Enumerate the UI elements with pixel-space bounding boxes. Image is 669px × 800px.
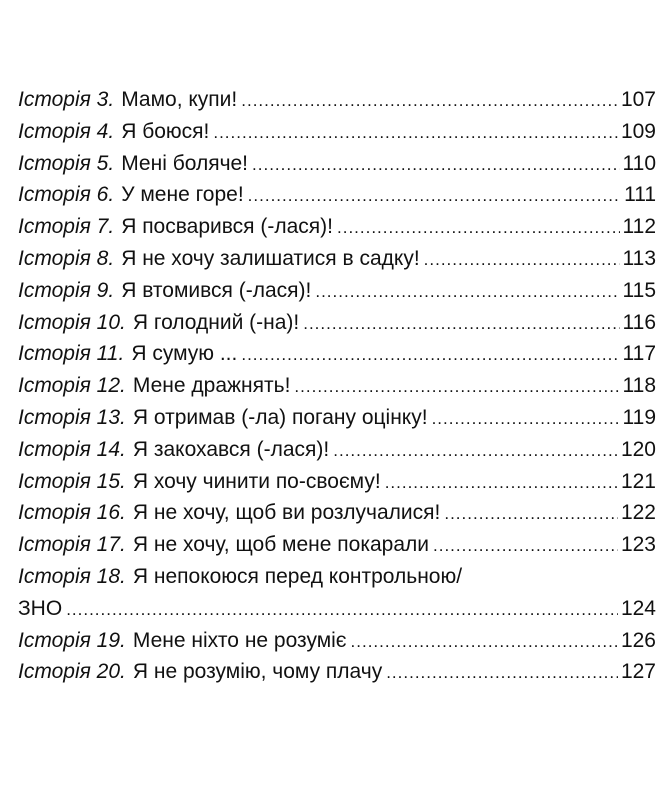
- table-of-contents: [18, 84, 656, 688]
- toc-entry-18-continued[interactable]: [18, 593, 656, 625]
- dot-leader: [315, 276, 619, 307]
- toc-entry-20[interactable]: [18, 656, 656, 688]
- toc-entry-page: 115: [622, 278, 656, 302]
- dot-leader: [444, 498, 618, 529]
- toc-entry-title: Я посварився (-лася)!: [121, 215, 333, 239]
- toc-entry-page: 126: [620, 628, 656, 652]
- toc-entry-title-continued: ЗНО: [18, 596, 63, 620]
- toc-entry-page: 120: [620, 437, 656, 461]
- toc-entry-13[interactable]: [18, 402, 656, 434]
- toc-entry-15[interactable]: [18, 466, 656, 498]
- toc-entry-page: 127: [620, 660, 656, 684]
- toc-entry-title: Я не розумію, чому плачу: [132, 660, 383, 684]
- toc-entry-label: Історія 20.: [18, 660, 126, 684]
- toc-entry-18[interactable]: [18, 561, 656, 593]
- toc-entry-3[interactable]: [18, 84, 656, 116]
- toc-entry-17[interactable]: [18, 529, 656, 561]
- toc-entry-page: 110: [622, 151, 656, 175]
- toc-entry-title: Мене ніхто не розуміє: [132, 628, 347, 652]
- toc-entry-label: Історія 18.: [18, 564, 126, 588]
- toc-entry-label: Історія 15.: [18, 469, 126, 493]
- toc-entry-label: Історія 10.: [18, 310, 126, 334]
- toc-entry-label: Історія 9.: [18, 278, 115, 302]
- dot-leader: [213, 117, 618, 148]
- toc-entry-label: Історія 11.: [18, 342, 125, 366]
- toc-entry-11[interactable]: [18, 338, 656, 370]
- dot-leader: [333, 435, 618, 466]
- toc-entry-page: 123: [620, 533, 656, 557]
- toc-entry-label: Історія 6.: [18, 183, 115, 207]
- toc-entry-title: Я голодний (-на)!: [132, 310, 300, 334]
- dot-leader: [241, 339, 619, 370]
- toc-entry-14[interactable]: [18, 434, 656, 466]
- toc-entry-10[interactable]: [18, 307, 656, 339]
- dot-leader: [351, 626, 618, 657]
- toc-entry-title: Я отримав (-ла) погану оцінку!: [132, 405, 428, 429]
- toc-entry-page: 117: [622, 342, 656, 366]
- toc-entry-9[interactable]: [18, 275, 656, 307]
- toc-entry-page: 111: [624, 183, 656, 207]
- toc-entry-title: Мамо, купи!: [121, 88, 238, 111]
- toc-entry-label: Історія 19.: [18, 628, 126, 652]
- toc-entry-label: Історія 17.: [18, 533, 126, 557]
- toc-entry-label: Історія 14.: [18, 437, 126, 461]
- toc-entry-page: 113: [622, 246, 656, 270]
- dot-leader: [424, 244, 620, 275]
- toc-entry-6[interactable]: [18, 179, 656, 211]
- dot-leader: [294, 371, 619, 402]
- toc-entry-page: 109: [620, 119, 656, 143]
- toc-entry-label: Історія 4.: [18, 119, 115, 143]
- toc-entry-title: Я хочу чинити по-своєму!: [132, 469, 381, 493]
- toc-entry-8[interactable]: [18, 243, 656, 275]
- dot-leader: [432, 403, 620, 434]
- toc-entry-label: Історія 13.: [18, 405, 126, 429]
- toc-entry-5[interactable]: [18, 148, 656, 180]
- toc-entry-page: 122: [620, 501, 656, 525]
- toc-entry-title: Я втомився (-лася)!: [121, 278, 312, 302]
- toc-entry-title: Я не хочу, щоб ви розлучалися!: [132, 501, 441, 525]
- toc-entry-title: Я закохався (-лася)!: [132, 437, 330, 461]
- dot-leader: [248, 180, 621, 211]
- toc-entry-label: Історія 7.: [18, 215, 115, 239]
- toc-entry-title: У мене горе!: [121, 183, 244, 207]
- dot-leader: [386, 657, 618, 688]
- toc-entry-7[interactable]: [18, 211, 656, 243]
- dot-leader: [252, 149, 619, 180]
- dot-leader: [241, 85, 618, 116]
- toc-entry-page: 124: [620, 596, 656, 620]
- toc-entry-page: 116: [622, 310, 656, 334]
- toc-entry-title: Я непокоюся перед контрольною/: [132, 564, 463, 588]
- toc-entry-page: 107: [620, 88, 656, 111]
- toc-entry-title: Я не хочу, щоб мене покарали: [132, 533, 430, 557]
- toc-entry-label: Історія 16.: [18, 501, 126, 525]
- toc-entry-page: 121: [620, 469, 656, 493]
- toc-entry-16[interactable]: [18, 497, 656, 529]
- dot-leader: [385, 467, 618, 498]
- toc-entry-label: Історія 8.: [18, 246, 115, 270]
- toc-entry-12[interactable]: [18, 370, 656, 402]
- toc-entry-title: Мені боляче!: [121, 151, 249, 175]
- toc-entry-label: Історія 12.: [18, 374, 126, 398]
- toc-entry-page: 119: [622, 405, 656, 429]
- dot-leader: [66, 594, 618, 625]
- toc-entry-page: 112: [622, 215, 656, 239]
- toc-entry-title: Я боюся!: [121, 119, 210, 143]
- dot-leader: [337, 212, 620, 243]
- toc-entry-title: Я сумую ...: [131, 342, 238, 366]
- toc-entry-title: Мене дражнять!: [132, 374, 291, 398]
- toc-entry-19[interactable]: [18, 625, 656, 657]
- toc-entry-page: 118: [622, 374, 656, 398]
- dot-leader: [433, 530, 618, 561]
- toc-entry-title: Я не хочу залишатися в садку!: [121, 246, 420, 270]
- toc-entry-label: Історія 3.: [18, 88, 115, 111]
- toc-entry-label: Історія 5.: [18, 151, 115, 175]
- dot-leader: [303, 308, 619, 339]
- toc-entry-4[interactable]: [18, 116, 656, 148]
